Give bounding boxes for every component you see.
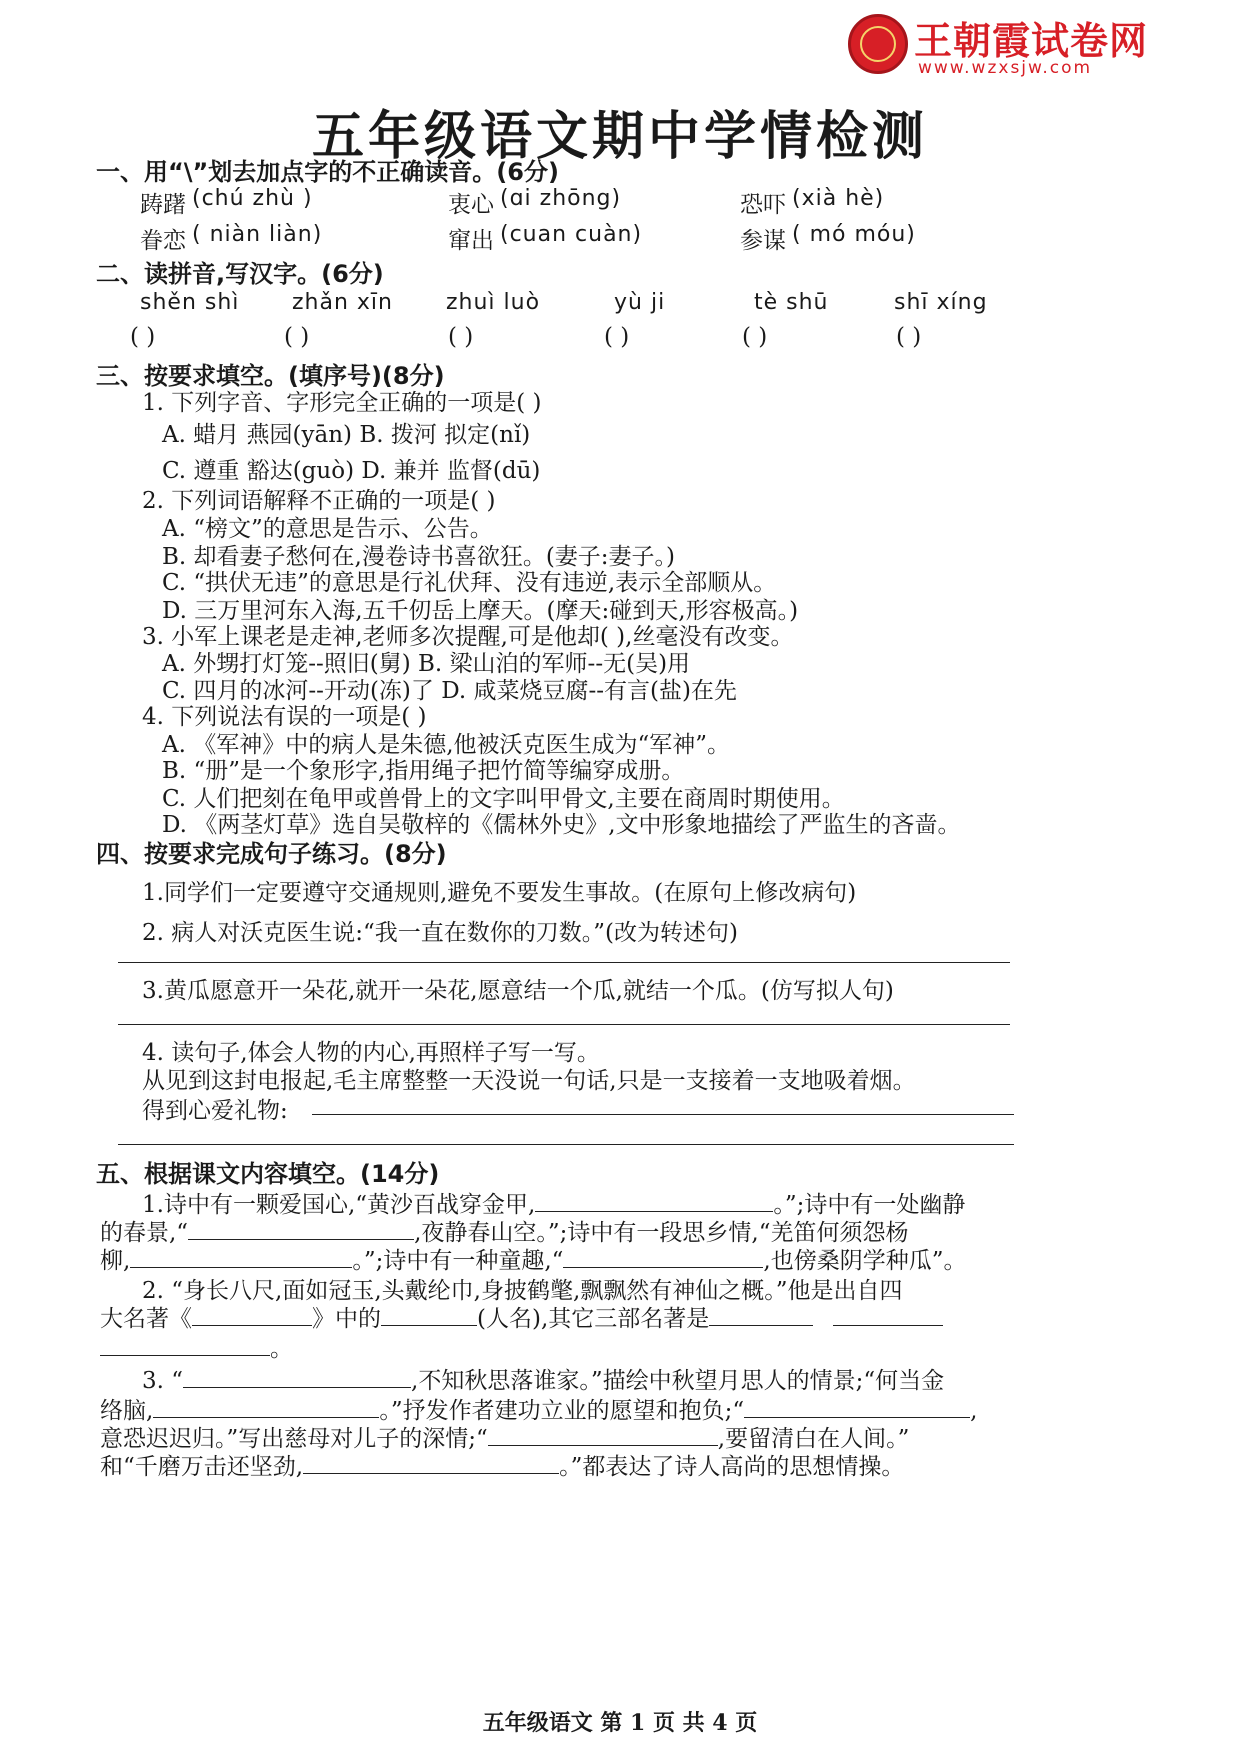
s1-reading: (cuan cuàn) [500,222,643,247]
s2-pinyin: zhuì luò [446,290,541,315]
s4-question: 3.黄瓜愿意开一朵花,就开一朵花,愿意结一个瓜,就结一个瓜。(仿写拟人句) [142,978,894,1004]
answer-line [118,1144,1014,1145]
s4-prompt: 得到心爱礼物: [142,1098,288,1124]
s4-question: 1.同学们一定要遵守交通规则,避免不要发生事故。(在原句上修改病句) [142,880,857,906]
s5-line: 意恐迟迟归。”写出慈母对儿子的深情;“ ,要留清白在人间。” [100,1426,910,1452]
s2-answer-box: ( ) [284,324,310,350]
s1-word: 参谋 [740,228,786,254]
s2-answer-box: ( ) [448,324,474,350]
s5-line: 2. “身长八尺,面如冠玉,头戴纶巾,身披鹤氅,飘飘然有神仙之概。”他是出自四 [142,1278,903,1304]
s4-example: 从见到这封电报起,毛主席整整一天没说一句话,只是一支接着一支地吸着烟。 [142,1068,916,1094]
seal-icon [848,14,908,74]
page-title: 五年级语文期中学情检测 [311,107,928,167]
s3-option: A. 《军神》中的病人是朱德,他被沃克医生成为“军神”。 [162,732,731,758]
s3-option: D. 三万里河东入海,五千仞岳上摩天。(摩天:碰到天,形容极高。) [162,598,799,624]
s2-pinyin: tè shū [754,290,829,315]
s2-answer-box: ( ) [896,324,922,350]
s5-line: 。 [100,1330,293,1363]
s5-line: 3. “ ,不知秋思落谁家。”描绘中秋望月思人的情景;“何当金 [142,1368,945,1394]
s1-word: 窜出 [448,228,494,254]
s5-line: 柳, 。”;诗中有一种童趣,“ ,也傍桑阴学种瓜”。 [100,1248,967,1274]
s1-word: 踌躇 [140,192,186,218]
answer-line [118,962,1010,963]
s5-line: 1.诗中有一颗爱国心,“黄沙百战穿金甲, 。”;诗中有一处幽静 [142,1192,966,1218]
section-2-heading: 二、读拼音,写汉字。(6分) [96,260,384,288]
section-1-heading: 一、用“\”划去加点字的不正确读音。(6分) [96,158,559,186]
s3-question: 1. 下列字音、字形完全正确的一项是( ) [142,390,542,416]
s1-reading: (chú zhù ) [192,186,313,211]
s4-question: 2. 病人对沃克医生说:“我一直在数你的刀数。”(改为转述句) [142,920,738,946]
s1-reading: ( mó móu) [792,222,916,247]
s3-option: C. 四月的冰河--开动(冻)了 D. 咸菜烧豆腐--有言(盐)在先 [162,678,737,704]
s3-question: 4. 下列说法有误的一项是( ) [142,704,427,730]
page-footer: 五年级语文 第 1 页 共 4 页 [482,1710,758,1736]
s3-question: 2. 下列词语解释不正确的一项是( ) [142,488,496,514]
brand-name: 王朝霞试卷网 [914,19,1149,63]
s1-word: 眷恋 [140,228,186,254]
s3-option: D. 《两茎灯草》选自吴敬梓的《儒林外史》,文中形象地描绘了严监生的吝啬。 [162,812,961,838]
s5-line: 大名著《 》中的 (人名),其它三部名著是 [100,1300,943,1333]
s3-option: A. 蜡月 燕园(yān) B. 拨河 拟定(nǐ) [162,422,531,448]
s1-reading: (xià hè) [792,186,885,211]
brand-logo [848,12,1158,78]
answer-line [118,1024,1010,1025]
s4-question: 4. 读句子,体会人物的内心,再照样子写一写。 [142,1040,600,1066]
s2-answer-box: ( ) [130,324,156,350]
s3-option: C. “拱伏无违”的意思是行礼伏拜、没有违逆,表示全部顺从。 [162,570,777,596]
s2-pinyin: yù ji [614,290,666,315]
brand-url: www.wzxsjw.com [918,58,1093,78]
s3-option: A. “榜文”的意思是告示、公告。 [162,516,493,542]
s5-line: 络脑, 。”抒发作者建功立业的愿望和抱负;“ , [100,1398,978,1424]
s2-answer-box: ( ) [742,324,768,350]
s2-pinyin: zhǎn xīn [292,290,393,315]
s3-option: C. 人们把刻在龟甲或兽骨上的文字叫甲骨文,主要在商周时期使用。 [162,786,845,812]
s1-reading: ( niàn liàn) [192,222,323,247]
s3-option: C. 遵重 豁达(guò) D. 兼并 监督(dū) [162,458,541,484]
s5-line: 和“千磨万击还坚劲, 。”都表达了诗人高尚的思想情操。 [100,1454,905,1480]
s3-question: 3. 小军上课老是走神,老师多次提醒,可是他却( ),丝毫没有改变。 [142,624,794,650]
s2-pinyin: shī xíng [894,290,988,315]
s2-answer-box: ( ) [604,324,630,350]
s2-pinyin: shěn shì [140,290,240,315]
s1-word: 衷心 [448,192,494,218]
section-4-heading: 四、按要求完成句子练习。(8分) [96,840,447,868]
answer-line [312,1114,1014,1115]
s5-line: 的春景,“ ,夜静春山空。”;诗中有一段思乡情,“羌笛何须怨杨 [100,1220,909,1246]
s3-option: B. “册”是一个象形字,指用绳子把竹简等编穿成册。 [162,758,685,784]
s3-option: B. 却看妻子愁何在,漫卷诗书喜欲狂。(妻子:妻子。) [162,544,676,570]
s1-word: 恐吓 [740,192,786,218]
section-3-heading: 三、按要求填空。(填序号)(8分) [96,362,445,390]
section-5-heading: 五、根据课文内容填空。(14分) [96,1160,440,1188]
s3-option: A. 外甥打灯笼--照旧(舅) B. 梁山泊的军师--无(吴)用 [162,651,691,677]
s1-reading: (ɑi zhōng) [500,186,622,211]
